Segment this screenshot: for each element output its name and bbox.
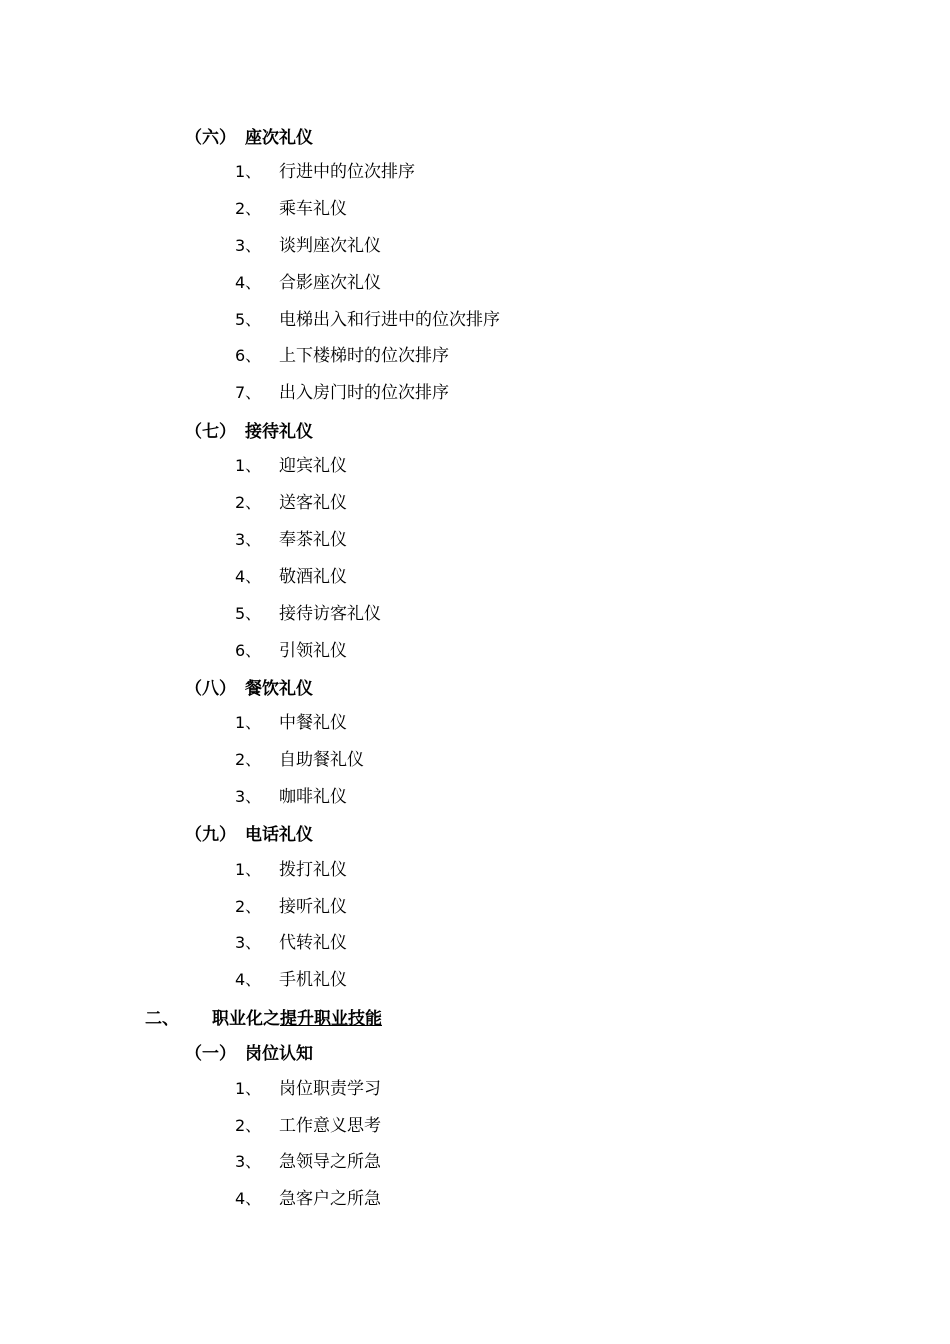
list-item-number: 3、: [235, 787, 262, 806]
subheading-text: 岗位认知: [245, 1044, 313, 1064]
section-number: 二、: [145, 1009, 179, 1029]
list-item-text: 合影座次礼仪: [279, 273, 381, 293]
list-item-number: 1、: [235, 456, 262, 475]
subheading-number: （九）: [185, 825, 236, 845]
subheading-number: （一）: [185, 1044, 236, 1064]
list-item-text: 接听礼仪: [279, 897, 347, 917]
list-item-text: 工作意义思考: [279, 1116, 381, 1136]
subheading-text: 电话礼仪: [245, 825, 313, 845]
list-item-text: 奉茶礼仪: [279, 530, 347, 550]
list-item-number: 2、: [235, 1116, 262, 1135]
list-item-number: 2、: [235, 750, 262, 769]
list-item-text: 行进中的位次排序: [279, 162, 415, 182]
list-item-text: 急客户之所急: [279, 1189, 381, 1209]
subheading-number: （八）: [185, 679, 236, 699]
list-item-text: 出入房门时的位次排序: [279, 383, 449, 403]
list-item-text: 引领礼仪: [279, 641, 347, 661]
list-item-text: 咖啡礼仪: [279, 787, 347, 807]
list-item-number: 4、: [235, 273, 262, 292]
list-item-number: 4、: [235, 567, 262, 586]
list-item-number: 5、: [235, 310, 262, 329]
list-item-number: 1、: [235, 713, 262, 732]
list-item-text: 岗位职责学习: [279, 1079, 381, 1099]
list-item-text: 迎宾礼仪: [279, 456, 347, 476]
list-item-number: 1、: [235, 860, 262, 879]
list-item-text: 电梯出入和行进中的位次排序: [279, 310, 500, 330]
list-item-text: 乘车礼仪: [279, 199, 347, 219]
list-item-number: 3、: [235, 236, 262, 255]
list-item-number: 3、: [235, 933, 262, 952]
subheading-number: （六）: [185, 128, 236, 148]
list-item-text: 急领导之所急: [279, 1152, 381, 1172]
list-item-text: 谈判座次礼仪: [279, 236, 381, 256]
list-item-number: 2、: [235, 493, 262, 512]
subheading-text: 餐饮礼仪: [245, 679, 313, 699]
list-item-number: 4、: [235, 1189, 262, 1208]
subheading-text: 接待礼仪: [245, 422, 313, 442]
subheading-number: （七）: [185, 422, 236, 442]
list-item-number: 1、: [235, 1079, 262, 1098]
list-item-number: 6、: [235, 641, 262, 660]
list-item-number: 2、: [235, 199, 262, 218]
list-item-number: 3、: [235, 1152, 262, 1171]
list-item-text: 送客礼仪: [279, 493, 347, 513]
list-item-text: 接待访客礼仪: [279, 604, 381, 624]
list-item-number: 1、: [235, 162, 262, 181]
list-item-text: 拨打礼仪: [279, 860, 347, 880]
list-item-number: 5、: [235, 604, 262, 623]
section-title: [212, 1008, 382, 1030]
list-item-number: 2、: [235, 897, 262, 916]
list-item-text: 敬酒礼仪: [279, 567, 347, 587]
list-item-number: 7、: [235, 383, 262, 402]
list-item-number: 4、: [235, 970, 262, 989]
section-title-plain: 职业化之: [212, 1009, 280, 1029]
list-item-text: 自助餐礼仪: [279, 750, 364, 770]
list-item-number: 3、: [235, 530, 262, 549]
list-item-text: 上下楼梯时的位次排序: [279, 346, 449, 366]
list-item-text: 中餐礼仪: [279, 713, 347, 733]
section-title-underlined: 提升职业技能: [280, 1009, 382, 1029]
list-item-text: 代转礼仪: [279, 933, 347, 953]
subheading-text: 座次礼仪: [245, 128, 313, 148]
list-item-number: 6、: [235, 346, 262, 365]
list-item-text: 手机礼仪: [279, 970, 347, 990]
